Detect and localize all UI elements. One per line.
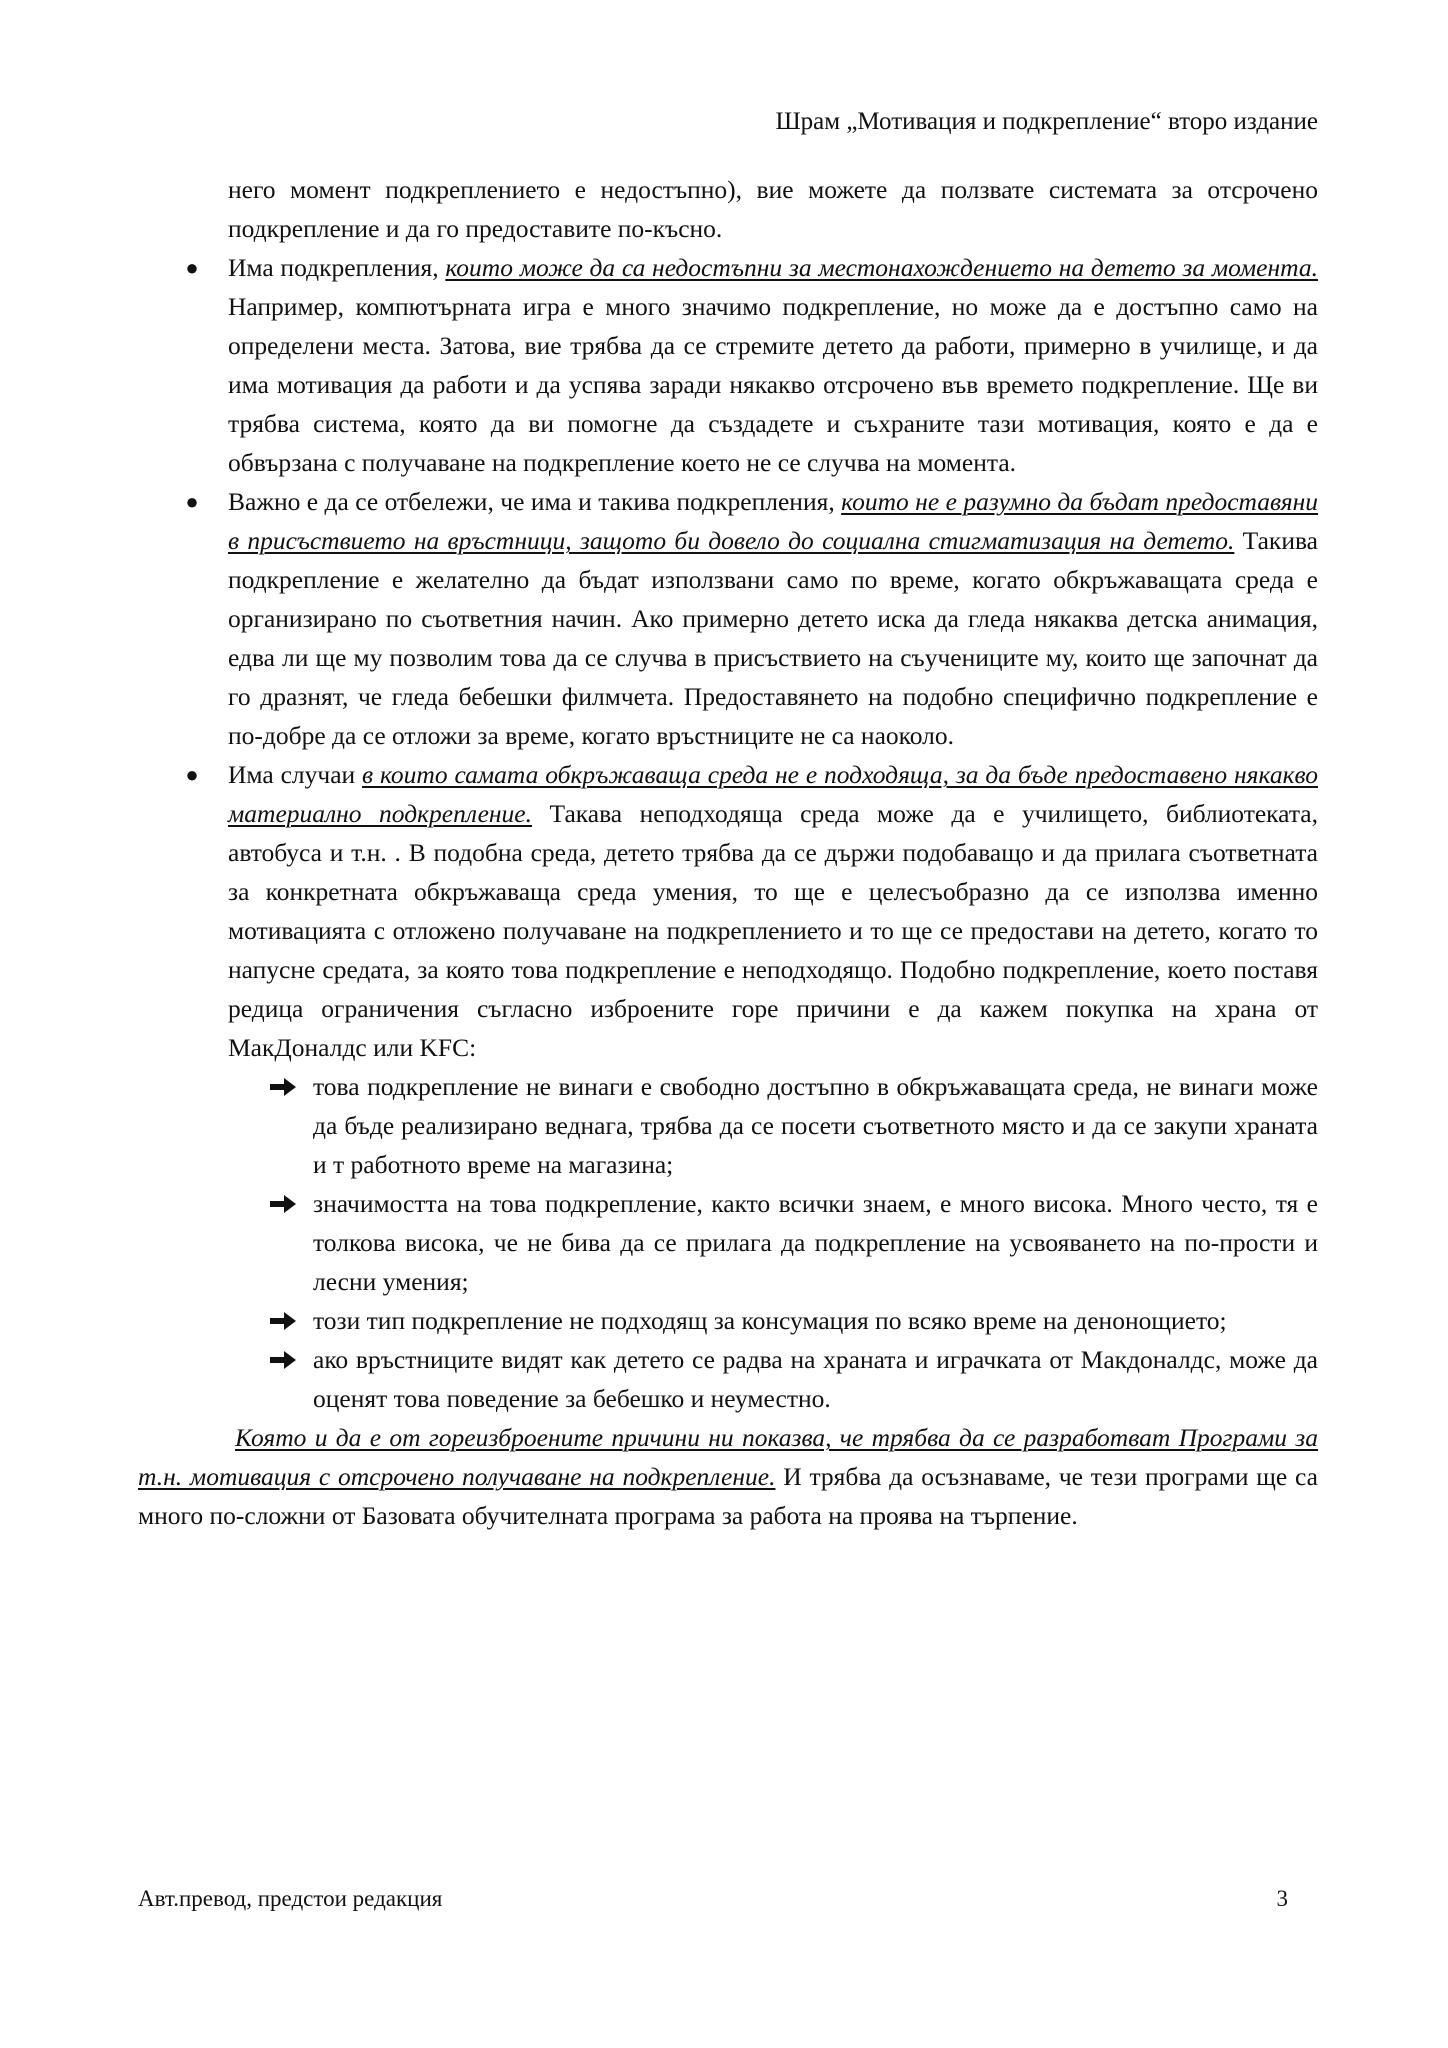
conclusion-emphasis: Която и да е от гореизброените причини ни показва, че трябва да се разработват Програми за т.н. мотивация с отсрочено получаване на подкрепление. (138, 1423, 1318, 1491)
bullet-text: Такива подкрепление е желателно да бъдат използвани само по време, когато обкръжаващата среда е организирано по съответния начин. Ако примерно детето иска да гледа някаква детска анимация, едва ли ще му позволим това да се случва в присъствието на съучениците му, които ще започнат да го дразнят, че гледа бебешки филмчета. Предоставянето на подобно специфично подкрепление е по-добре да се отложи за време, когато връстниците не са наоколо. (228, 526, 1318, 750)
sub-bullet-item (313, 1067, 1318, 1184)
bullet-lead: Има случаи (228, 760, 363, 789)
bullet-icon: ● (185, 489, 199, 514)
footer-note: Авт.превод, предстои редакция (138, 1886, 443, 1911)
arrow-right-icon (268, 1311, 298, 1331)
bullet-item (185, 755, 1318, 1067)
arrow-right-icon (268, 1077, 298, 1097)
conclusion-paragraph (138, 1418, 1318, 1535)
arrow-right-icon (268, 1350, 298, 1370)
bullet-item (185, 248, 1318, 482)
bullet-emphasis: в които самата обкръжаваща среда не е подходяща, за да бъде предоставено някакво материално подкрепление. (228, 760, 1318, 828)
bullet-text: Например, компютърната игра е много значимо подкрепление, но може да е достъпно само на определени места. Затова, вие трябва да се стремите детето да работи, примерно в училище, и да има мотивация да работи и да успява заради някакво отсрочено във времето подкрепление. Ще ви трябва система, която да ви помогне да създадете и съхраните тази мотивация, която е да е обвързана с получаване на подкрепление което не се случва на момента. (228, 292, 1318, 477)
bullet-icon: ● (185, 762, 199, 787)
arrow-right-icon (268, 1194, 298, 1214)
document-body (0, 170, 1448, 1535)
bullet-item (185, 482, 1318, 755)
bullet-emphasis: които може да са недостъпни за местонахождението на детето за момента. (445, 253, 1318, 282)
bullet-emphasis: които не е разумно да бъдат предоставяни в присъствието на връстници, защото би довело до социална стигматизация на детето. (228, 487, 1318, 555)
sub-bullet-text: този тип подкрепление не подходящ за консумация по всяко време на денонощието; (313, 1306, 1227, 1335)
page-number: 3 (1276, 1886, 1288, 1911)
sub-bullet-text: ако връстниците видят как детето се радва на храната и играчката от Макдоналдс, може да оценят това поведение за бебешко и неуместно. (313, 1345, 1318, 1413)
bullet-lead: Има подкрепления, (228, 253, 446, 282)
sub-bullet-item (313, 1340, 1318, 1418)
bullet-text: Такава неподходяща среда може да е училището, библиотеката, автобуса и т.н. . В подобна среда, детето трябва да се държи подобаващо и да прилага съответната за конкретната обкръжаваща среда умения, то ще е целесъобразно да се използва именно мотивацията с отложено получаване на подкреплението и то ще се предостави на детето, когато то напусне средата, за която това подкрепление е неподходящо. Подобно подкрепление, което поставя редица ограничения съгласно изброените горе причини е да кажем покупка на храна от МакДоналдс или KFC: (228, 799, 1318, 1062)
running-header: Шрам „Мотивация и подкрепление“ второ издание (775, 108, 1318, 135)
conclusion-text: И трябва да осъзнаваме, че тези програми ще са много по-сложни от Базовата обучителната програма за работа на проява на търпение. (138, 1462, 1318, 1530)
sub-bullet-text: това подкрепление не винаги е свободно достъпно в обкръжаващата среда, не винаги може да бъде реализирано веднага, трябва да се посети съответното място и да се закупи храната и т работното време на магазина; (313, 1072, 1318, 1179)
bullet-lead: Важно е да се отбележи, че има и такива подкрепления, (228, 487, 842, 516)
sub-bullet-item (313, 1301, 1318, 1340)
sub-bullet-text: значимостта на това подкрепление, както всички знаем, е много висока. Много често, тя е толкова висока, че не бива да се прилага да подкрепление на усвояването на по-прости и лесни умения; (313, 1189, 1318, 1296)
bullet-icon: ● (185, 255, 199, 280)
sub-bullet-item (313, 1184, 1318, 1301)
intro-continuation: него момент подкреплението е недостъпно), вие можете да ползвате системата за отсрочено подкрепление и да го предоставите по-късно. (228, 175, 1318, 243)
